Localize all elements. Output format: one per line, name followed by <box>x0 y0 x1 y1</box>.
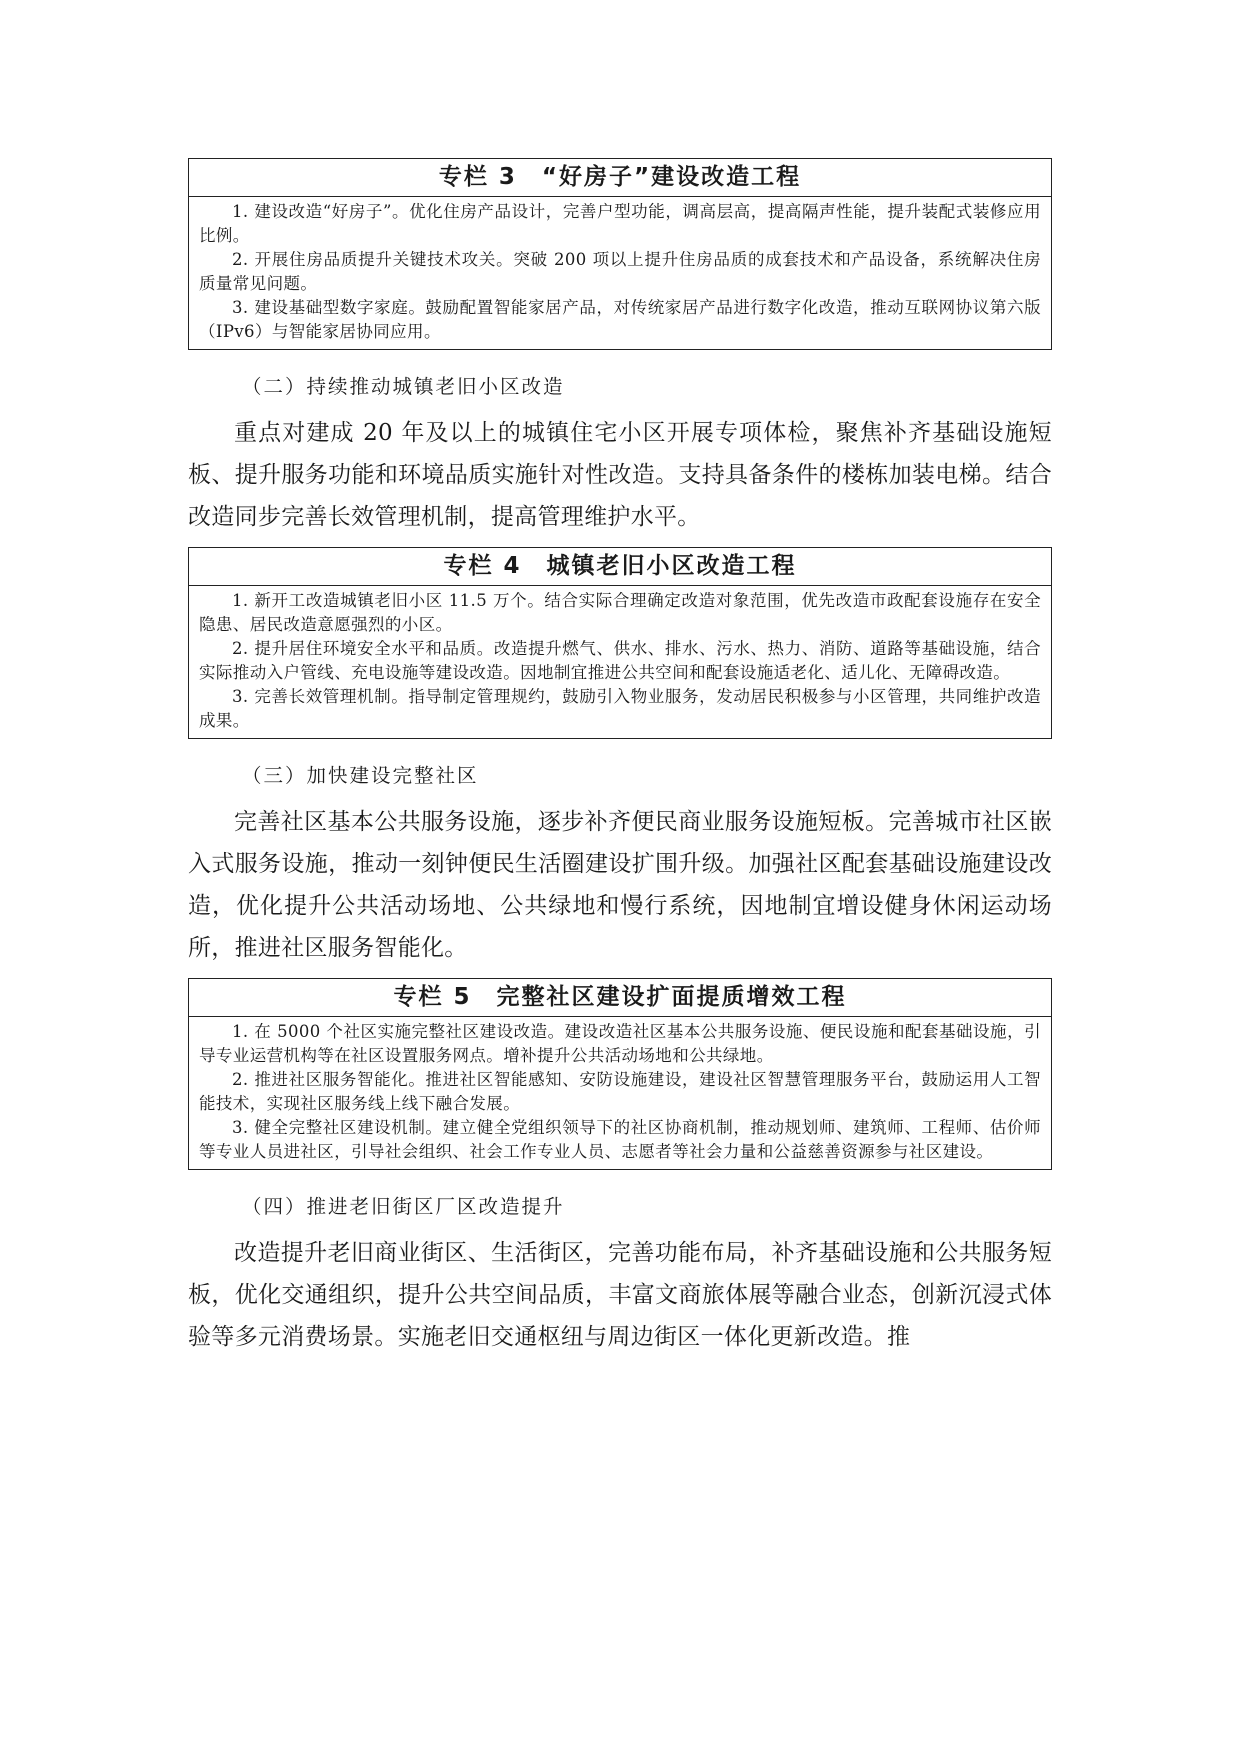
body-paragraph: 完善社区基本公共服务设施，逐步补齐便民商业服务设施短板。完善城市社区嵌入式服务设施，推动一刻钟便民生活圈建设扩围升级。加强社区配套基础设施建设改造，优化提升公共活动场地、公共绿地和慢行系统，因地制宜增设健身休闲运动场所，推进社区服务智能化。 <box>188 809 1052 961</box>
feature-box-title: 专栏 3 “好房子”建设改造工程 <box>189 159 1051 197</box>
section-heading: （二）持续推动城镇老旧小区改造 <box>242 375 565 398</box>
feature-box-item: 2. 开展住房品质提升关键技术攻关。突破 200 项以上提升住房品质的成套技术和产品设备，系统解决住房质量常见问题。 <box>199 250 1041 293</box>
feature-box-3 <box>188 158 1052 350</box>
body-paragraph: 重点对建成 20 年及以上的城镇住宅小区开展专项体检，聚焦补齐基础设施短板、提升服务功能和环境品质实施针对性改造。支持具备条件的楼栋加装电梯。结合改造同步完善长效管理机制，提高管理维护水平。 <box>188 420 1052 530</box>
feature-box-item: 1. 在 5000 个社区实施完整社区建设改造。建设改造社区基本公共服务设施、便民设施和配套基础设施，引导专业运营机构等在社区设置服务网点。增补提升公共活动场地和公共绿地。 <box>199 1022 1041 1065</box>
feature-box-4 <box>188 547 1052 739</box>
feature-box-item: 2. 提升居住环境安全水平和品质。改造提升燃气、供水、排水、污水、热力、消防、道路等基础设施，结合实际推动入户管线、充电设施等建设改造。因地制宜推进公共空间和配套设施适老化、适儿化、无障碍改造。 <box>199 639 1041 682</box>
feature-box-item: 3. 完善长效管理机制。指导制定管理规约，鼓励引入物业服务，发动居民积极参与小区管理，共同维护改造成果。 <box>199 687 1041 730</box>
feature-box-body <box>189 586 1051 738</box>
feature-box-body <box>189 197 1051 349</box>
feature-box-item: 3. 建设基础型数字家庭。鼓励配置智能家居产品，对传统家居产品进行数字化改造，推动互联网协议第六版（IPv6）与智能家居协同应用。 <box>199 298 1041 341</box>
feature-box-item: 2. 推进社区服务智能化。推进社区智能感知、安防设施建设，建设社区智慧管理服务平台，鼓励运用人工智能技术，实现社区服务线上线下融合发展。 <box>199 1070 1041 1113</box>
feature-box-item: 1. 新开工改造城镇老旧小区 11.5 万个。结合实际合理确定改造对象范围，优先改造市政配套设施存在安全隐患、居民改造意愿强烈的小区。 <box>199 591 1041 634</box>
document-page <box>188 158 1052 1358</box>
feature-box-body <box>189 1017 1051 1169</box>
section-heading: （四）推进老旧街区厂区改造提升 <box>242 1195 565 1218</box>
section-heading: （三）加快建设完整社区 <box>242 764 479 787</box>
feature-box-title: 专栏 4 城镇老旧小区改造工程 <box>189 548 1051 586</box>
feature-box-item: 1. 建设改造“好房子”。优化住房产品设计，完善户型功能，调高层高，提高隔声性能，提升装配式装修应用比例。 <box>199 202 1041 245</box>
feature-box-5 <box>188 978 1052 1170</box>
feature-box-title: 专栏 5 完整社区建设扩面提质增效工程 <box>189 979 1051 1017</box>
body-paragraph: 改造提升老旧商业街区、生活街区，完善功能布局，补齐基础设施和公共服务短板，优化交通组织，提升公共空间品质，丰富文商旅体展等融合业态，创新沉浸式体验等多元消费场景。实施老旧交通枢纽与周边街区一体化更新改造。推 <box>188 1240 1052 1350</box>
feature-box-item: 3. 健全完整社区建设机制。建立健全党组织领导下的社区协商机制，推动规划师、建筑师、工程师、估价师等专业人员进社区，引导社会组织、社会工作专业人员、志愿者等社会力量和公益慈善资源参与社区建设。 <box>199 1118 1041 1161</box>
